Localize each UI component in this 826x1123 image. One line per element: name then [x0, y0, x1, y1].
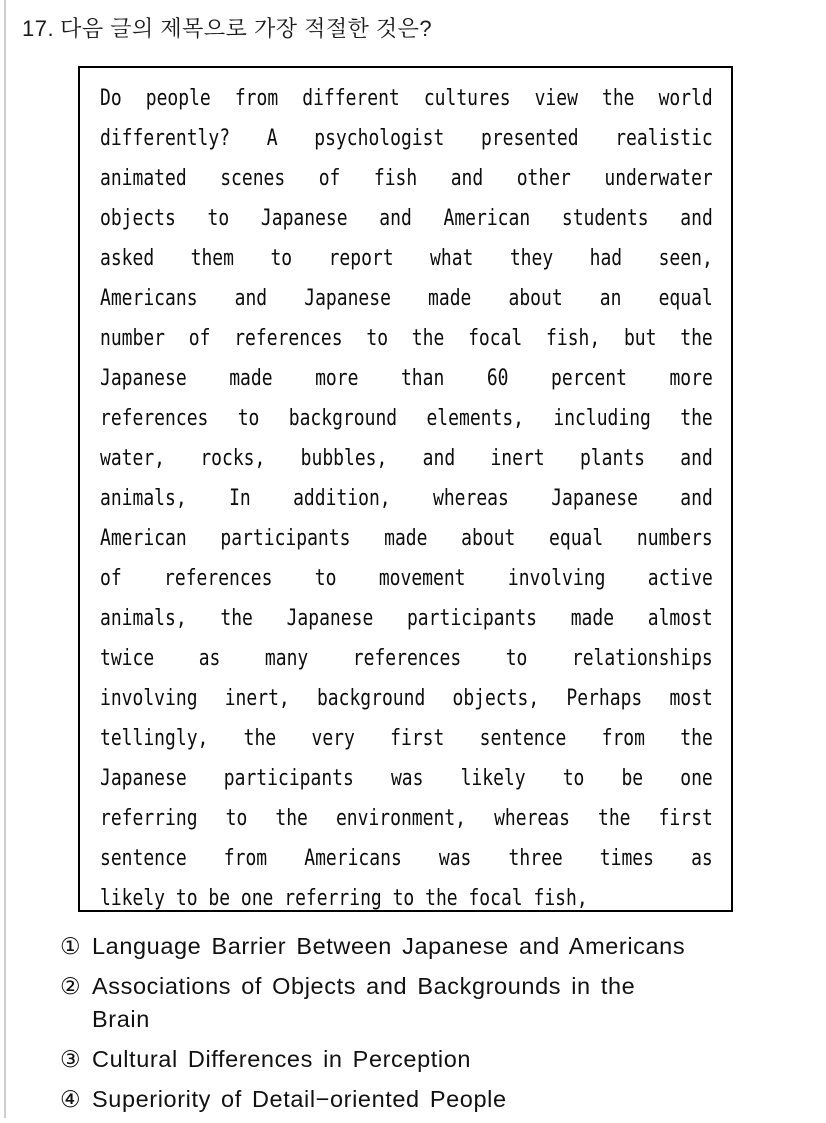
- passage-line: Do people from different cultures view the world: [100, 85, 713, 111]
- passage-line: involving inert, background objects, Perhaps most: [100, 685, 713, 711]
- answer-choices: [60, 930, 820, 1123]
- passage-line: asked them to report what they had seen,: [100, 245, 713, 271]
- passage-line: tellingly, the very first sentence from the: [100, 725, 713, 751]
- answer-choice-4[interactable]: [60, 1083, 820, 1116]
- choice-label-line: Language Barrier Between Japanese and Americans: [92, 933, 686, 959]
- choice-label: [92, 970, 820, 1036]
- passage-line: twice as many references to relationships: [100, 645, 713, 671]
- choice-label-line: Superiority of Detail−oriented People: [92, 1086, 507, 1112]
- passage-line: Americans and Japanese made about an equal: [100, 285, 713, 311]
- passage-line: sentence from Americans was three times as: [100, 845, 713, 871]
- passage-line: animals, the Japanese participants made almost: [100, 605, 713, 631]
- question-header: [22, 12, 432, 43]
- passage-box: [78, 66, 733, 912]
- passage-line: water, rocks, bubbles, and inert plants and: [100, 445, 713, 471]
- question-prompt: 다음 글의 제목으로 가장 적절한 것은?: [60, 16, 433, 41]
- choice-marker-icon: ④: [60, 1086, 81, 1112]
- passage-text: [100, 78, 713, 918]
- passage-line: objects to Japanese and American students and: [100, 205, 713, 231]
- answer-choice-2[interactable]: [60, 970, 820, 1036]
- passage-line: Japanese participants was likely to be one: [100, 765, 713, 791]
- choice-marker-icon: ①: [60, 933, 81, 959]
- passage-line: of references to movement involving active: [100, 565, 713, 591]
- passage-line: animals, In addition, whereas Japanese and: [100, 485, 713, 511]
- passage-line: number of references to the focal fish, but the: [100, 325, 713, 351]
- choice-marker-icon: ②: [60, 973, 81, 999]
- passage-line: animated scenes of fish and other underwater: [100, 165, 713, 191]
- choice-label-line: Associations of Objects and Backgrounds in the: [92, 973, 636, 999]
- choice-label: [92, 1043, 820, 1076]
- page-edge-rule: [4, 0, 6, 1118]
- choice-label-line: Cultural Differences in Perception: [92, 1046, 472, 1072]
- question-number: 17.: [22, 16, 55, 41]
- passage-line: references to background elements, including the: [100, 405, 713, 431]
- answer-choice-3[interactable]: [60, 1043, 820, 1076]
- passage-line: Japanese made more than 60 percent more: [100, 365, 713, 391]
- choice-label-line: Brain: [92, 1006, 150, 1032]
- choice-marker-icon: ③: [60, 1046, 81, 1072]
- choice-label: [92, 930, 820, 963]
- passage-line: differently? A psychologist presented realistic: [100, 125, 713, 151]
- answer-choice-1[interactable]: [60, 930, 820, 963]
- passage-line: American participants made about equal numbers: [100, 525, 713, 551]
- choice-label: [92, 1083, 820, 1116]
- passage-line: referring to the environment, whereas the first: [100, 805, 713, 831]
- passage-line: likely to be one referring to the focal fish,: [100, 885, 588, 911]
